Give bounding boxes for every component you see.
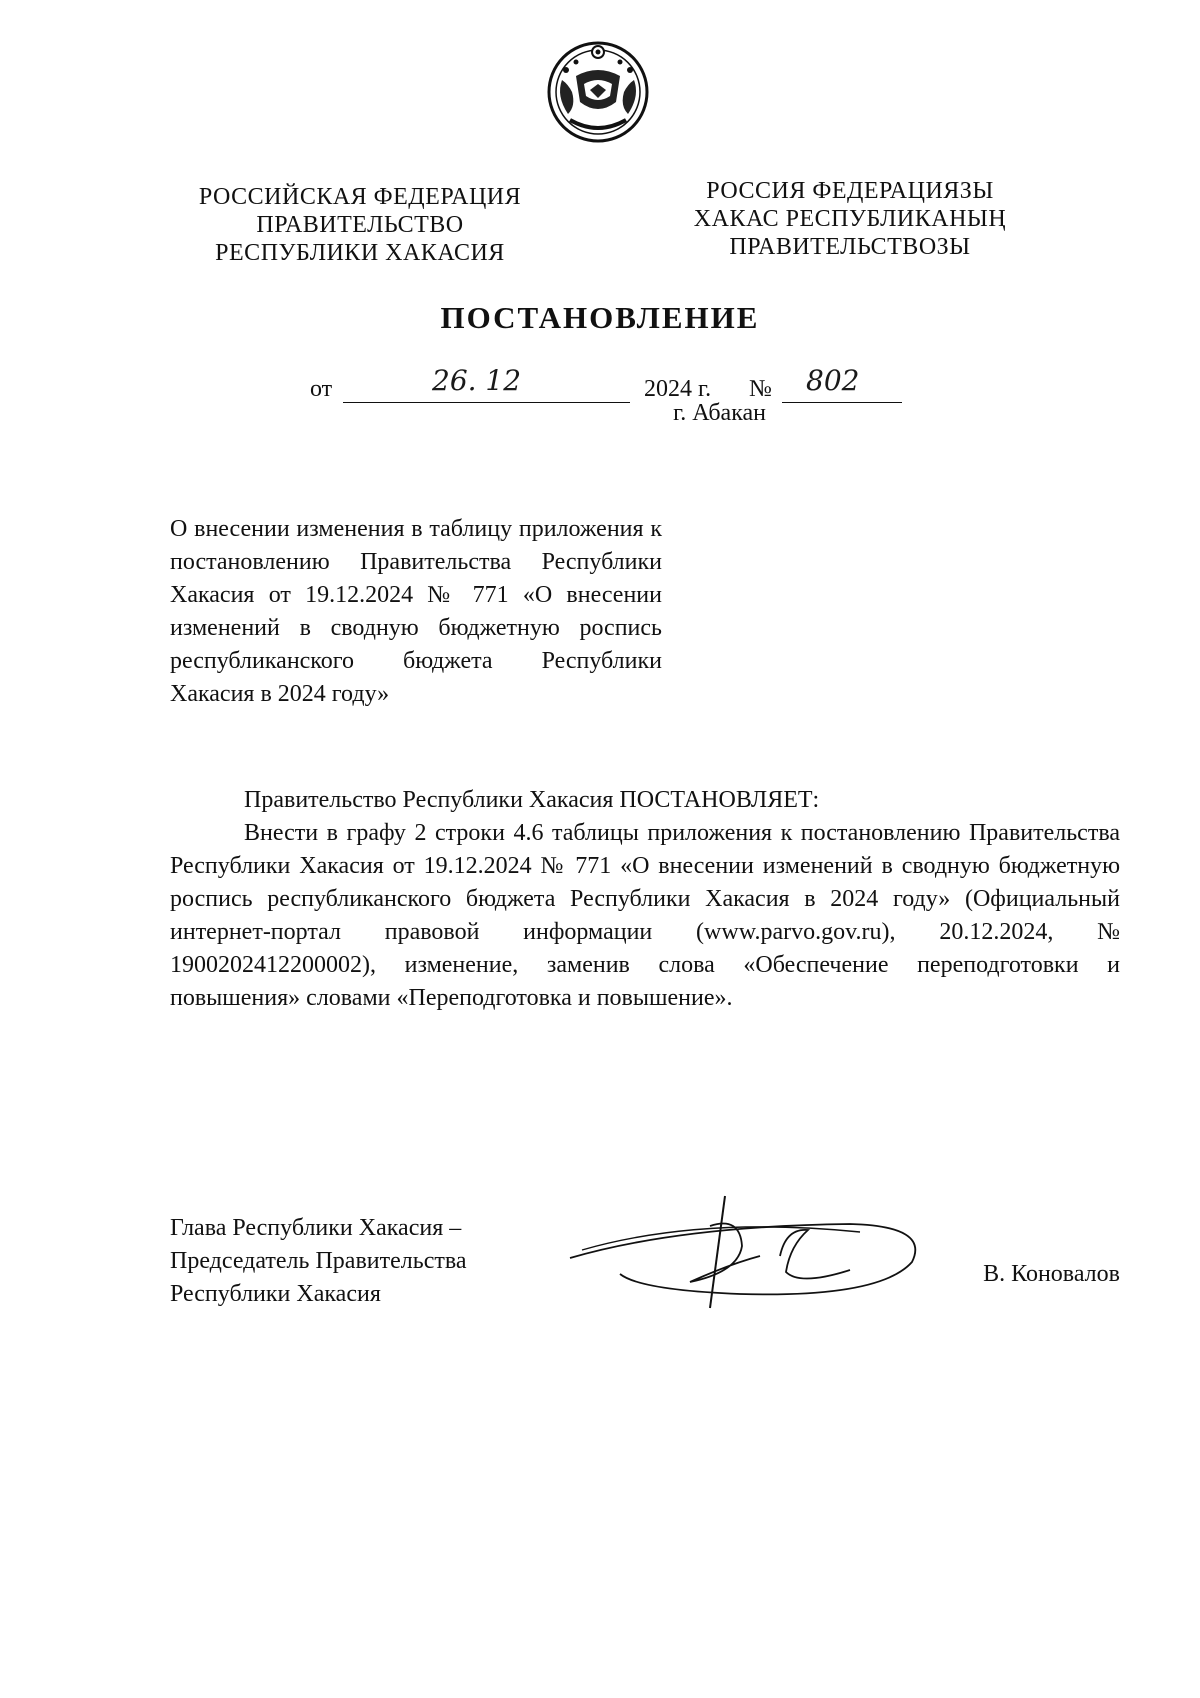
header-right-line-3: ПРАВИТЕЛЬСТВОЗЫ [729,234,971,260]
number-underline [782,402,902,403]
body-paragraph: Внести в графу 2 строки 4.6 таблицы приложения к постановлению Правительства Республики Хакасия от 19.12.2024 № 771 «О внесении изменений в сводную бюджетную роспись республиканского бюджета Республики Хакасия в 2024 году» (Официальный интернет-портал правовой информации (www.parvo.gov.ru), 20.12.2024, № 1900202412200002), изменение, заменив слова «Обеспечение переподготовки и повышения» словами «Переподготовка и повышение». [170,820,1120,1011]
signatory-position-line-2: Председатель Правительства [170,1248,467,1274]
signatory-name: В. Коновалов [983,1261,1120,1287]
document-title: ПОСТАНОВЛЕНИЕ [440,300,760,335]
document-body [170,784,1120,1015]
coat-of-arms-emblem [546,40,650,144]
header-left-line-3: РЕСПУБЛИКИ ХАКАСИЯ [215,240,505,266]
handwritten-signature [560,1186,940,1316]
signatory-position-line-3: Республики Хакасия [170,1281,381,1307]
number-sign: № [749,376,772,402]
subject-text: О внесении изменения в таблицу приложения к постановлению Правительства Республики Хакасия от 19.12.2024 № 771 «О внесении изменений в сводную бюджетную роспись республиканского бюджета Республики Хакасия в 2024 году» [170,516,662,707]
city-name: г. Абакан [673,400,766,426]
header-left-line-1: РОССИЙСКАЯ ФЕДЕРАЦИЯ [198,184,522,210]
signatory-position-line-1: Глава Республики Хакасия – [170,1215,462,1241]
header-right-line-1: РОССИЯ ФЕДЕРАЦИЯЗЫ [706,178,994,204]
document-subject [170,513,662,711]
header-right-line-2: ХАКАС РЕСПУБЛИКАНЫҢ [693,206,1007,232]
year-text: 2024 г. [644,376,712,402]
header-left-block [150,183,570,267]
signatory-position [170,1212,530,1311]
date-prefix: от [310,376,333,402]
date-number-line [0,364,1200,404]
date-handwritten: 26. 12 [432,364,522,397]
header-right-block [655,177,1045,261]
header-left-line-2: ПРАВИТЕЛЬСТВО [256,212,464,238]
number-handwritten: 802 [806,364,860,397]
body-preamble: Правительство Республики Хакасия ПОСТАНОВЛЯЕТ: [244,787,820,813]
